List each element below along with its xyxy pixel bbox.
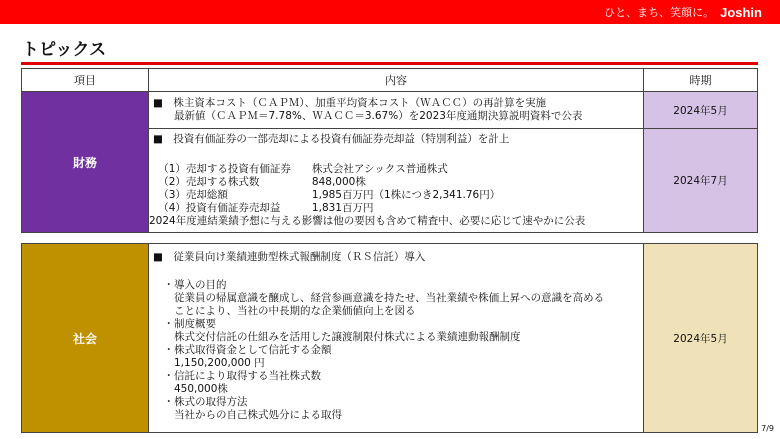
content-line: ・株式の取得方法 (153, 396, 248, 408)
society-row-1-content (148, 243, 644, 433)
page-title: トピックス (22, 40, 107, 60)
finance-row-1-content (148, 91, 644, 129)
content-line: ・導入の目的 (153, 279, 227, 291)
content-line: 株式交付信託の仕組みを活用した譲渡制限付株式による業績連動報酬制度 (153, 331, 521, 343)
page-number: 7/9 (761, 424, 774, 433)
category-finance: 財務 (21, 91, 149, 233)
joshin-logo: Joshin (720, 4, 762, 20)
content-line: ■ 投資有価証券の一部売却による投資有価証券売却益（特別利益）を計上 (153, 133, 510, 145)
content-line: ■ 従業員向け業績連動型株式報酬制度（ＲＳ信託）導入 (153, 251, 426, 263)
content-line: ことにより、当社の中長期的な企業価値向上を図る (153, 305, 416, 317)
content-line: 最新値（ＣＡＰＭ＝7.78%、ＷＡＣＣ＝3.67%）を2023年度通期決算説明資料で公表 (153, 110, 583, 122)
content-line: 従業員の帰属意識を醸成し、経営参画意識を持たせ、当社業績や株価上昇への意識を高める (153, 292, 605, 304)
header-item: 項目 (21, 68, 149, 92)
content-line: ■ 株主資本コスト（ＣＡＰＭ）、加重平均資本コスト（ＷＡＣＣ）の再計算を実施 (153, 97, 547, 109)
brand-tagline: ひと、まち、笑顔に。 (604, 6, 715, 19)
brand-header (0, 0, 780, 24)
content-line: 450,000株 (153, 383, 228, 395)
category-society: 社会 (21, 243, 149, 433)
content-line: （4）投資有価証券売却益 1,831百万円 (153, 202, 374, 214)
finance-row-2-period: 2024年7月 (643, 128, 758, 233)
society-row-1-period: 2024年5月 (643, 243, 758, 433)
content-line: ・株式取得資金として信託する金額 (153, 344, 332, 356)
content-line: （3）売却総額 1,985百万円（1株につき2,341.76円） (153, 189, 501, 201)
content-line: （2）売却する株式数 848,000株 (153, 176, 366, 188)
finance-row-1-period: 2024年5月 (643, 91, 758, 129)
finance-row-2-content (148, 128, 644, 233)
header-content: 内容 (148, 68, 644, 92)
content-line: 1,150,200,000 円 (153, 357, 265, 369)
content-line: 2024年度連結業績予想に与える影響は他の要因も含めて精査中、必要に応じて速やかに公表 (149, 215, 586, 227)
title-divider (21, 62, 758, 65)
content-line: （1）売却する投資有価証券 株式会社アシックス普通株式 (153, 163, 448, 175)
header-period: 時期 (643, 68, 758, 92)
content-line: ・制度概要 (153, 318, 216, 330)
content-line: 当社からの自己株式処分による取得 (153, 409, 342, 421)
content-line: ・信託により取得する当社株式数 (153, 370, 321, 382)
